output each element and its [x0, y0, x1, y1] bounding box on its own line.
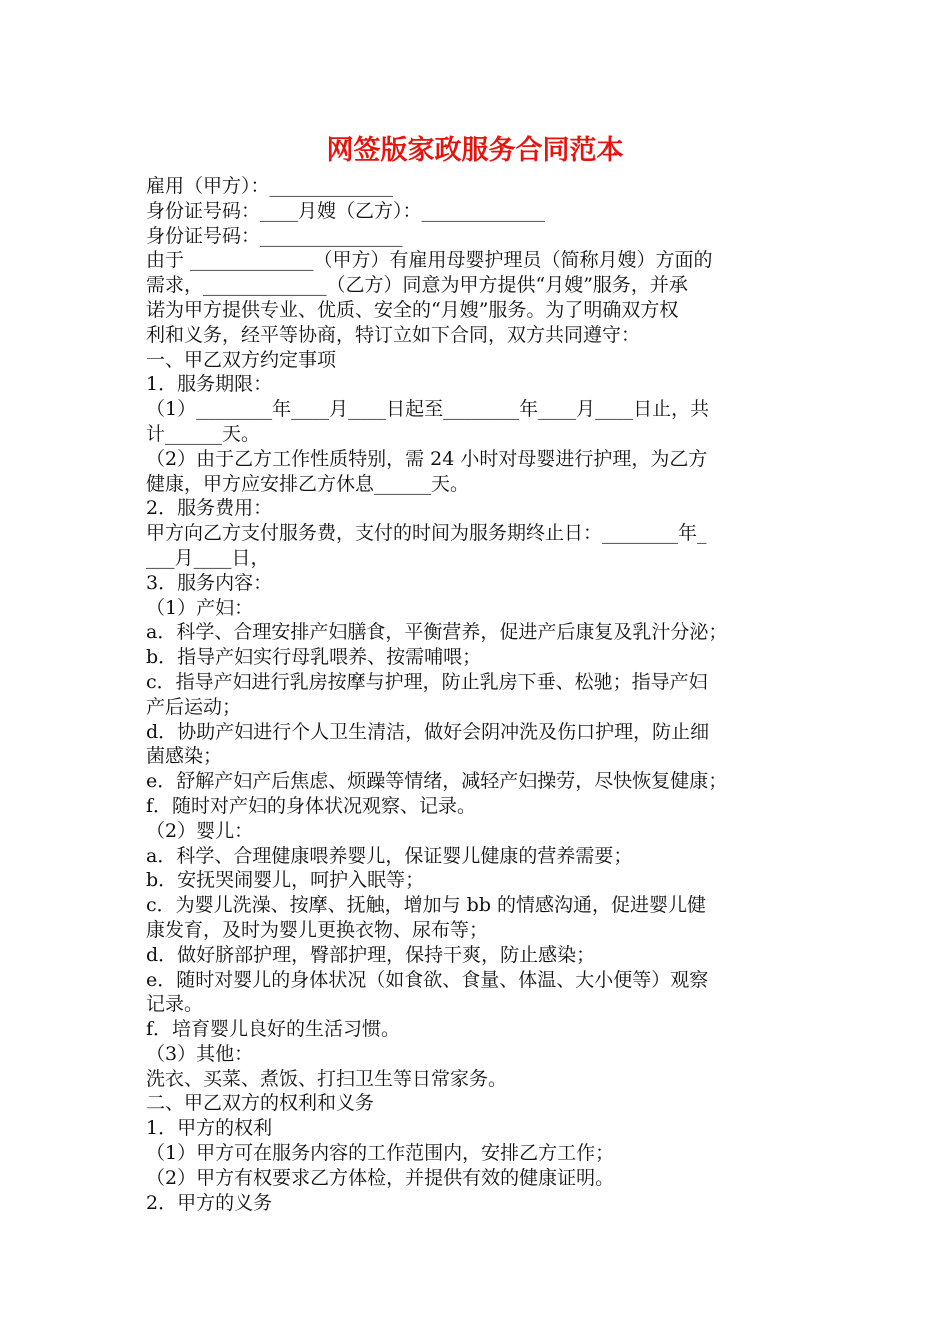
document-line: d．协助产妇进行个人卫生清洁，做好会阴冲洗及伤口护理，防止细 — [146, 720, 710, 743]
document-line: a．科学、合理安排产妇膳食，平衡营养，促进产后康复及乳汁分泌； — [146, 621, 728, 644]
document-line: f．随时对产妇的身体状况观察、记录。 — [146, 794, 477, 817]
document-line: 二、甲乙双方的权利和义务 — [146, 1092, 375, 1115]
document-line: 需求，_____________（乙方）同意为甲方提供“月嫂”服务，并承 — [146, 274, 688, 297]
document-line: 诺为甲方提供专业、优质、安全的“月嫂”服务。为了明确双方权 — [146, 298, 679, 321]
document-line: c．为婴儿洗澡、按摩、抚触，增加与 bb 的情感沟通，促进婴儿健 — [146, 894, 707, 917]
document-line: （2）由于乙方工作性质特别，需 24 小时对母婴进行护理，为乙方 — [146, 447, 708, 470]
document-line: c．指导产妇进行乳房按摩与护理，防止乳房下垂、松驰；指导产妇 — [146, 670, 708, 693]
document-body — [146, 174, 816, 1215]
document-line: 雇用（甲方）：_____________ — [146, 175, 394, 197]
document-line: 甲方向乙方支付服务费，支付的时间为服务期终止日：________年_ — [146, 522, 707, 545]
document-line: 计______天。 — [146, 422, 261, 445]
document-line: 2．甲方的义务 — [146, 1191, 273, 1214]
document-line: 由于 _____________（甲方）有雇用母婴护理员（简称月嫂）方面的 — [146, 249, 713, 272]
document-line: 康发育，及时为婴儿更换衣物、尿布等； — [146, 918, 489, 941]
document-line: 健康，甲方应安排乙方休息______天。 — [146, 472, 470, 495]
document-line: 身份证号码：_______________ — [146, 224, 403, 247]
document-line: 3．服务内容： — [146, 571, 273, 594]
document-line: f．培育婴儿良好的生活习惯。 — [146, 1018, 401, 1041]
document-line: 利和义务，经平等协商，特订立如下合同，双方共同遵守： — [146, 323, 641, 346]
document-line: 洗衣、买菜、煮饭、打扫卫生等日常家务。 — [146, 1067, 508, 1090]
document-line: d．做好脐部护理，臀部护理，保持干爽，防止感染； — [146, 943, 596, 966]
document-line: （1）产妇： — [146, 596, 254, 619]
document-line: b．安抚哭闹婴儿，呵护入眠等； — [146, 869, 425, 892]
document-line: 一、甲乙双方约定事项 — [146, 348, 337, 371]
document-line: 菌感染； — [146, 745, 223, 768]
document-line: 1．甲方的权利 — [146, 1117, 273, 1140]
document-line: （2）甲方有权要求乙方体检，并提供有效的健康证明。 — [146, 1166, 615, 1189]
document-title: 网签版家政服务合同范本 — [326, 135, 624, 166]
document-line: （3）其他： — [146, 1042, 254, 1065]
document-line: 产后运动； — [146, 695, 242, 718]
document-line: （2）婴儿： — [146, 819, 254, 842]
document-line: （1）________年____月____日起至________年____月____日止，共 — [146, 398, 710, 421]
document-line: 1．服务期限： — [146, 373, 273, 396]
document-line: e．舒解产妇产后焦虑、烦躁等情绪，减轻产妇操劳，尽快恢复健康； — [146, 770, 728, 793]
document-line: ___月____日， — [146, 546, 270, 569]
document-line: b．指导产妇实行母乳喂养、按需哺喂； — [146, 646, 482, 669]
document-line: （1）甲方可在服务内容的工作范围内，安排乙方工作； — [146, 1142, 615, 1165]
document-line: a．科学、合理健康喂养婴儿，保证婴儿健康的营养需要； — [146, 844, 633, 867]
document-line: e．随时对婴儿的身体状况（如食欲、食量、体温、大小便等）观察 — [146, 968, 709, 991]
document-line: 2．服务费用： — [146, 497, 273, 520]
document-line: 身份证号码：____月嫂（乙方）：_____________ — [146, 199, 546, 222]
document-line: 记录。 — [146, 993, 204, 1016]
